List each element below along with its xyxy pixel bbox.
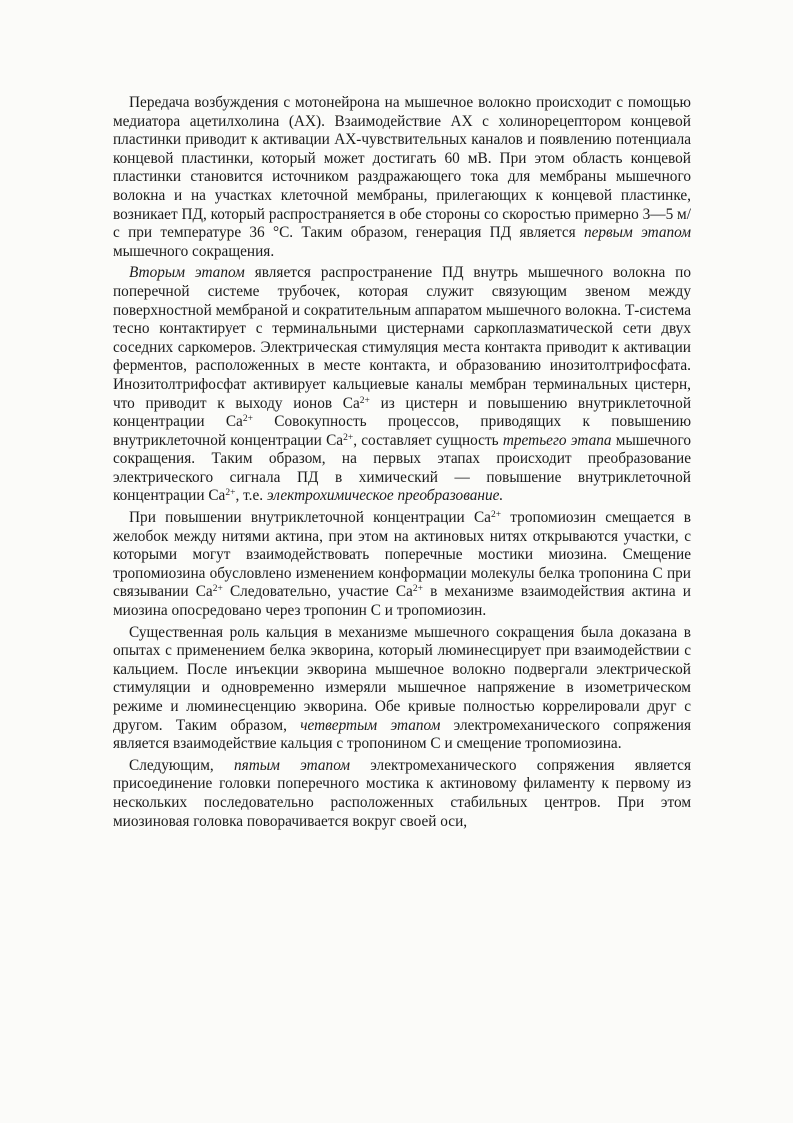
text-run: Существенная роль кальция в механизме мышечного сокращения была доказана в опытах с применением белка экворина, который люминесцирует при взаимодействии с кальцием. После инъекции экворина мышечное волокно подвергали электрической стимуляции и одновременно измеряли мышечное напряжение в изометрическом режиме и люминесценцию экворина. Обе кривые полностью коррелировали друг с другом. Таким образом,	[113, 623, 691, 734]
paragraph-5	[113, 757, 691, 831]
text-run: мышечного сокращения. Таким образом, на первых этапах происходит преобразование электрического сигнала ПД в химический — повышение внутриклеточной концентрации Са	[113, 431, 691, 505]
text-run: Следовательно, участие Са	[222, 583, 413, 601]
text-run: Совокупность процессов, приводящих к повышению внутриклеточной концентрации Са	[113, 413, 692, 449]
superscript: 2+	[412, 584, 423, 595]
text-run: мышечного сокращения.	[113, 242, 275, 260]
italic-term: четвертым этапом	[300, 716, 441, 734]
text-run: является распространение ПД внутрь мышечного волокна по поперечной системе трубочек, которая служит связующим звеном между поверхностной мембраной и сократительным аппаратом мышечного волокна. Т-система тесно контактирует с терминальными цистернами саркоплазматической сети двух соседних саркомеров. Электрическая стимуляция места контакта приводит к активации ферментов, расположенных в месте контакта, и образованию инозитолтрифосфата. Инозитолтрифосфат активирует кальциевые каналы мембран терминальных цистерн, что приводит к выходу ионов Са	[113, 264, 691, 412]
italic-term: первым этапом	[583, 224, 691, 242]
italic-term: электрохимическое преобразование.	[266, 487, 504, 505]
text-run: в механизме взаимодействия актина и миозина опосредовано через тропонин С и тропомиозин.	[113, 583, 691, 620]
text-run: из цистерн и повышению внутриклеточной концентрации Са	[113, 394, 692, 431]
superscript: 2+	[490, 510, 502, 521]
text-run: , составляет сущность	[353, 431, 503, 449]
superscript: 2+	[242, 414, 253, 425]
superscript: 2+	[225, 488, 236, 499]
paragraph-3	[113, 509, 691, 621]
italic-term: третьего этапа	[502, 431, 612, 449]
italic-term: Вторым этапом	[129, 264, 245, 282]
paragraph-1	[113, 94, 691, 261]
text-run: электромеханического сопряжения является присоединение головки поперечного мостика к актиновому филаменту к первому из нескольких последовательно расположенных стабильных центров. При этом миозиновая головка поворачивается вокруг своей оси,	[113, 756, 692, 830]
text-run: При повышении внутриклеточной концентрации Са	[129, 509, 491, 527]
page-text	[113, 94, 691, 834]
text-run: , т.е.	[235, 487, 267, 505]
paragraph-2	[113, 264, 691, 506]
italic-term: пятым этапом	[233, 756, 351, 774]
superscript: 2+	[212, 584, 223, 595]
superscript: 2+	[359, 395, 370, 406]
superscript: 2+	[343, 432, 354, 443]
text-run: Передача возбуждения с мотонейрона на мышечное волокно происходит с помощью медиатора ацетилхолина (АХ). Взаимодействие АХ с холинорецептором концевой пластинки приводит к активации АХ-чувствительных каналов и появлению потенциала концевой пластинки, который может достигать 60 мВ. При этом область концевой пластинки становится источником раздражающего тока для мембраны мышечного волокна и на участках клеточной мембраны, прилегающих к концевой пластинке, возникает ПД, который распространяется в обе стороны со скоростью примерно 3—5 м/с при температуре 36 °С. Таким образом, генерация ПД является	[113, 94, 691, 242]
text-run: электромеханического сопряжения является взаимодействие кальция с тропонином С и смещение тропомиозина.	[113, 716, 692, 753]
text-run: Следующим,	[129, 756, 234, 774]
text-run: тропомиозин смещается в желобок между нитями актина, при этом на актиновых нитях открываются участки, с которыми могут взаимодействовать поперечные мостики миозина. Смещение тропомиозина обусловлено изменением конформации молекулы белка тропонина С при связывании Са	[113, 509, 691, 601]
paragraph-4	[113, 624, 691, 754]
